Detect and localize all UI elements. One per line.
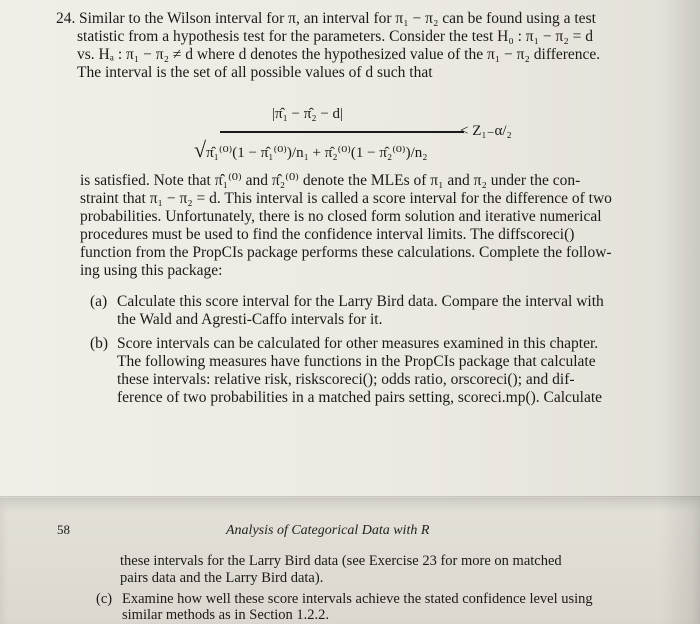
intro-line: statistic from a hypothesis test for the parameters. Consider the test H₀ : π₁ − π₂ = d xyxy=(77,28,593,45)
score-test-formula xyxy=(190,106,570,164)
running-title: Analysis of Categorical Data with R xyxy=(226,523,430,538)
part-b-line: ference of two probabilities in a matched pairs setting, scoreci.mp(). Calculate xyxy=(117,389,603,406)
formula-rhs: < Z₁₋α/₂ xyxy=(460,123,512,139)
continuation-line: pairs data and the Larry Bird data). xyxy=(120,570,324,586)
sqrt-sign-icon: √ xyxy=(194,137,207,162)
part-b-line: these intervals: relative risk, riskscoreci(); odds ratio, orscoreci(); and dif- xyxy=(117,371,575,388)
body-line: function from the PropCIs package performs these calculations. Complete the follow- xyxy=(80,244,612,261)
part-a-label: (a) xyxy=(90,293,108,310)
body-line: procedures must be used to find the confidence interval limits. The diffscoreci() xyxy=(80,226,575,243)
body-line: straint that π₁ − π₂ = d. This interval is called a score interval for the difference of two xyxy=(80,190,612,207)
body-line: ing using this package: xyxy=(80,262,223,279)
exercise-number: 24. xyxy=(56,10,76,27)
body-line: probabilities. Unfortunately, there is no closed form solution and iterative numerical xyxy=(80,208,602,225)
edge-shadow xyxy=(660,0,700,624)
part-b-label: (b) xyxy=(90,335,109,352)
fraction-bar xyxy=(220,131,464,133)
continuation-line: these intervals for the Larry Bird data (see Exercise 23 for more on matched xyxy=(120,553,562,569)
intro-line: The interval is the set of all possible values of d such that xyxy=(77,64,433,81)
part-c-line: similar methods as in Section 1.2.2. xyxy=(122,607,330,623)
part-b-line: Score intervals can be calculated for other measures examined in this chapter. xyxy=(117,335,599,352)
part-a-line: the Wald and Agresti-Caffo intervals for it. xyxy=(117,311,383,328)
intro-line: Similar to the Wilson interval for π, an interval for π₁ − π₂ can be found using a test xyxy=(79,10,596,27)
body-line: is satisfied. Note that π̂₁⁽⁰⁾ and π̂₂⁽⁰⁾ denote the MLEs of π₁ and π₂ under the con- xyxy=(80,172,581,189)
formula-denominator-group xyxy=(194,137,427,163)
formula-denominator: π̂₁⁽⁰⁾(1 − π̂₁⁽⁰⁾)/n₁ + π̂₂⁽⁰⁾(1 − π̂₂⁽⁰⁾)/n₂ xyxy=(206,145,428,161)
intro-line: vs. Hₐ : π₁ − π₂ ≠ d where d denotes the hypothesized value of the π₁ − π₂ difference. xyxy=(77,46,601,63)
part-c-line: Examine how well these score intervals achieve the stated confidence level using xyxy=(122,591,593,607)
page-number: 58 xyxy=(57,522,70,537)
part-b-line: The following measures have functions in the PropCIs package that calculate xyxy=(117,353,596,370)
page-fold xyxy=(0,496,700,499)
part-a-line: Calculate this score interval for the Larry Bird data. Compare the interval with xyxy=(117,293,604,310)
part-c-label: (c) xyxy=(96,591,113,607)
formula-numerator: |π̂₁ − π̂₂ − d| xyxy=(272,106,344,122)
